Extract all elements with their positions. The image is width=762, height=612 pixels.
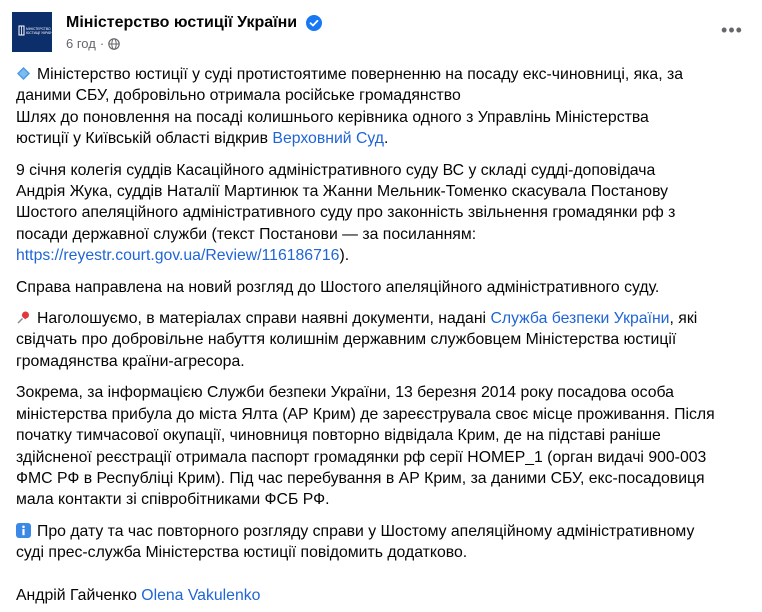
text-line: посади державної служби (текст Постанови — за посиланням: [16,225,477,243]
paragraph-6 [16,521,731,564]
text-line: мала контакти зі співробітниками ФСБ РФ. [16,491,330,509]
page-name-link[interactable]: Міністерство юстиції України [66,14,298,31]
text-line: суді прес-служба Міністерства юстиції повідомить додатково. [16,544,468,562]
paragraph-3 [16,277,731,298]
info-icon [16,523,31,538]
text-segment: Про дату та час повторного розгляду справи у Шостому апеляційному адміністративному [37,522,695,540]
text-line [16,128,731,149]
text-line: свідчать про добровільне набуття колишнім державним службовцем Міністерства юстиції [16,331,677,349]
text-line: 9 січня колегія суддів Касаційного адміністративного суду ВС у складі судді-доповідача [16,161,656,179]
page-avatar[interactable] [12,12,55,52]
verified-badge-icon [306,15,322,31]
text-segment: , які [669,310,698,328]
text-line: Справа направлена на новий розгляд до Шостого апеляційного адміністративного суду. [16,278,660,296]
post-time[interactable]: 6 год [66,36,96,51]
text-segment: ). [339,247,350,265]
text-line: Шостого апеляційного адміністративного суду про законність звільнення громадянки рф з [16,204,676,222]
text-segment: . [384,130,389,148]
post-body [16,64,731,574]
sbu-link[interactable]: Служба безпеки України [490,310,670,328]
more-options-icon[interactable]: ••• [721,19,743,40]
text-line: даними СБУ, добровільно отримала російське громадянство [16,87,461,105]
post-author-line [16,587,260,605]
author-name: Андрій Гайченко [16,587,137,604]
text-line [16,245,731,266]
paragraph-1 [16,64,731,150]
text-line: громадянства країни-агресора. [16,352,245,370]
text-segment: Наголошуємо, в матеріалах справи наявні документи, надані [37,310,491,328]
tagged-person-link[interactable]: Olena Vakulenko [141,587,261,604]
text-line: Шлях до поновлення на посаді колишнього керівника одного з Управлінь Міністерства [16,108,649,126]
paragraph-2 [16,160,731,267]
supreme-court-link[interactable]: Верховний Суд [272,130,384,148]
pushpin-icon [16,310,31,325]
text-line: початку тимчасової окупації, чиновниця повторно відвідала Крим, де на підставі раніше [16,427,661,445]
svg-text:МІНІСТЕРСТВО: МІНІСТЕРСТВО [26,27,51,31]
text-line [16,308,731,329]
paragraph-4 [16,308,731,372]
ministry-logo-icon [12,12,55,52]
post-header [12,8,750,58]
text-line: Андрія Жука, суддів Наталії Мартинюк та Жанни Мельник-Томенко скасувала Постанову [16,183,669,201]
text-line: ФМС РФ в Республіці Крим). Під час перебування в АР Крим, за даними СБУ, екс-посадовиця [16,469,705,487]
post-meta: 6 год · [66,36,120,51]
text-segment: Міністерство юстиції у суді протистоятиме поверненню на посаду екс-чиновниці, яка, за [37,66,684,83]
paragraph-5 [16,382,731,510]
text-line [16,64,731,85]
text-line: здійсненої реєстрації отримала паспорт громадянки рф серії НОМЕР_1 (орган видачі 900-003 [16,448,707,466]
court-registry-link[interactable]: https://reyestr.court.gov.ua/Review/116186716 [16,247,340,265]
globe-icon[interactable] [108,38,120,50]
text-segment: юстиції у Київській області відкрив [16,130,273,148]
text-line: міністерства прибула до міста Ялта (АР Крим) де зареєструвала своє місце проживання. Після [16,405,715,423]
svg-text:ЮСТИЦІЇ УКРАЇНИ: ЮСТИЦІЇ УКРАЇНИ [26,31,55,35]
text-line: Зокрема, за інформацією Служби безпеки України, 13 березня 2014 року посадова особа [16,384,674,402]
text-line [16,521,731,542]
blue-diamond-icon [16,66,31,81]
